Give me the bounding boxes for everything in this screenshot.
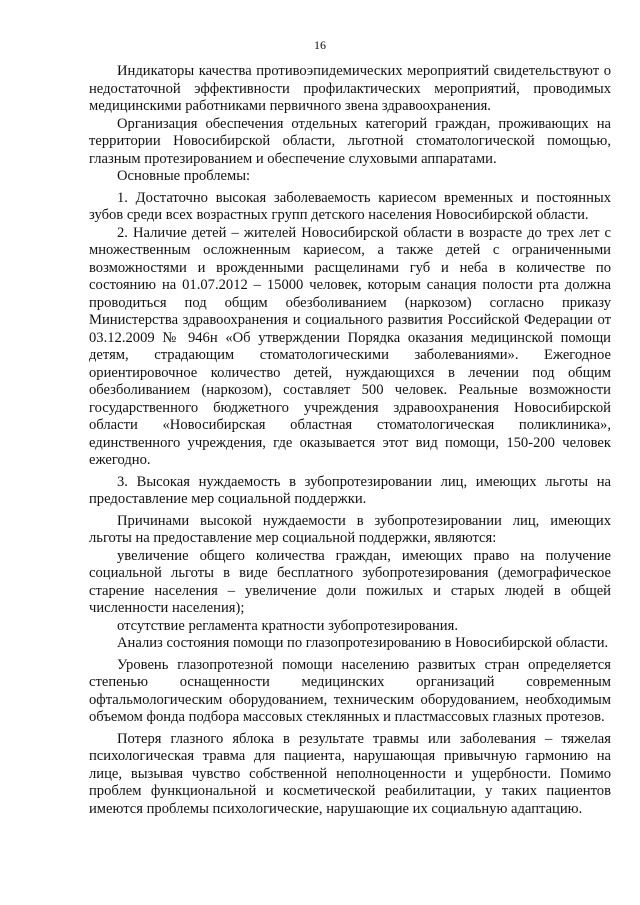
paragraph-eye-loss: Потеря глазного яблока в результате травмы или заболевания – тяжелая психологическая травма для пациента, нарушающая привычную гармонию на лице, вызывая чувство собственной неполноценности и ущербности. Помимо проблем функциональной и косметической реабилитации, у таких пациентов имеются проблемы психологические, нарушающие их социальную адаптацию. bbox=[89, 730, 611, 817]
paragraph-indicators: Индикаторы качества противоэпидемических мероприятий свидетельствуют о недостаточной эффективности профилактических мероприятий, проводимых медицинскими работниками первичного звена здравоохранения. bbox=[89, 63, 611, 114]
paragraph-reasons: Причинами высокой нуждаемости в зубопротезировании лиц, имеющих льготы на предоставление мер социальной поддержки, являются: bbox=[89, 512, 611, 546]
paragraph-eye-prosthetics-level: Уровень глазопротезной помощи населению развитых стран определяется степенью оснащенности медицинских организаций современным офтальмологическим оборудованием, техническим оборудованием, необходимым объемом фонда подбора массовых стеклянных и пластмассовых глазных протезов. bbox=[89, 656, 611, 725]
paragraph-reason-regulation: отсутствие регламента кратности зубопротезирования. bbox=[117, 617, 458, 634]
paragraph-problem-1: 1. Достаточно высокая заболеваемость кариесом временных и постоянных зубов среди всех возрастных групп детского населения Новосибирской области. bbox=[89, 189, 611, 223]
paragraph-problem-2: 2. Наличие детей – жителей Новосибирской области в возрасте до трех лет с множественным осложненным кариесом, а также детей с ограниченными возможностями и врожденными расщелинами губ и неба в количестве по состоянию на 01.07.2012 – 15000 человек, которым санация полости рта должна проводиться под общим обезболиванием (наркозом) согласно приказу Министерства здравоохранения и социального развития Российской Федерации от 03.12.2009 № 946н «Об утверждении Порядка оказания медицинской помощи детям, страдающим стоматологическими заболеваниями». Ежегодное ориентировочное количество детей, нуждающихся в лечении под общим обезболиванием (наркозом), составляет 500 человек. Реальные возможности государственного бюджетного учреждения здравоохранения Новосибирской области «Новосибирская областная стоматологическая поликлиника», единственного учреждения, где оказывается этот вид помощи, 150-200 человек ежегодно. bbox=[89, 224, 611, 468]
paragraph-organization: Организация обеспечения отдельных категорий граждан, проживающих на территории Новосибирской области, льготной стоматологической помощью, глазным протезированием и обеспечение слуховыми аппаратами. bbox=[89, 115, 611, 167]
paragraph-reason-increase: увеличение общего количества граждан, имеющих право на получение социальной льготы в виде бесплатного зубопротезирования (демографическое старение населения – увеличение доли пожилых и старых людей в общей численности населения); bbox=[89, 547, 611, 616]
paragraph-problem-3: 3. Высокая нуждаемость в зубопротезировании лиц, имеющих льготы на предоставление мер социальной поддержки. bbox=[89, 473, 611, 507]
document-body bbox=[89, 63, 611, 818]
page-number: 16 bbox=[314, 38, 326, 52]
paragraph-main-problems-heading: Основные проблемы: bbox=[117, 168, 251, 184]
paragraph-eye-prosthetics-analysis: Анализ состояния помощи по глазопротезированию в Новосибирской области. bbox=[117, 635, 609, 651]
